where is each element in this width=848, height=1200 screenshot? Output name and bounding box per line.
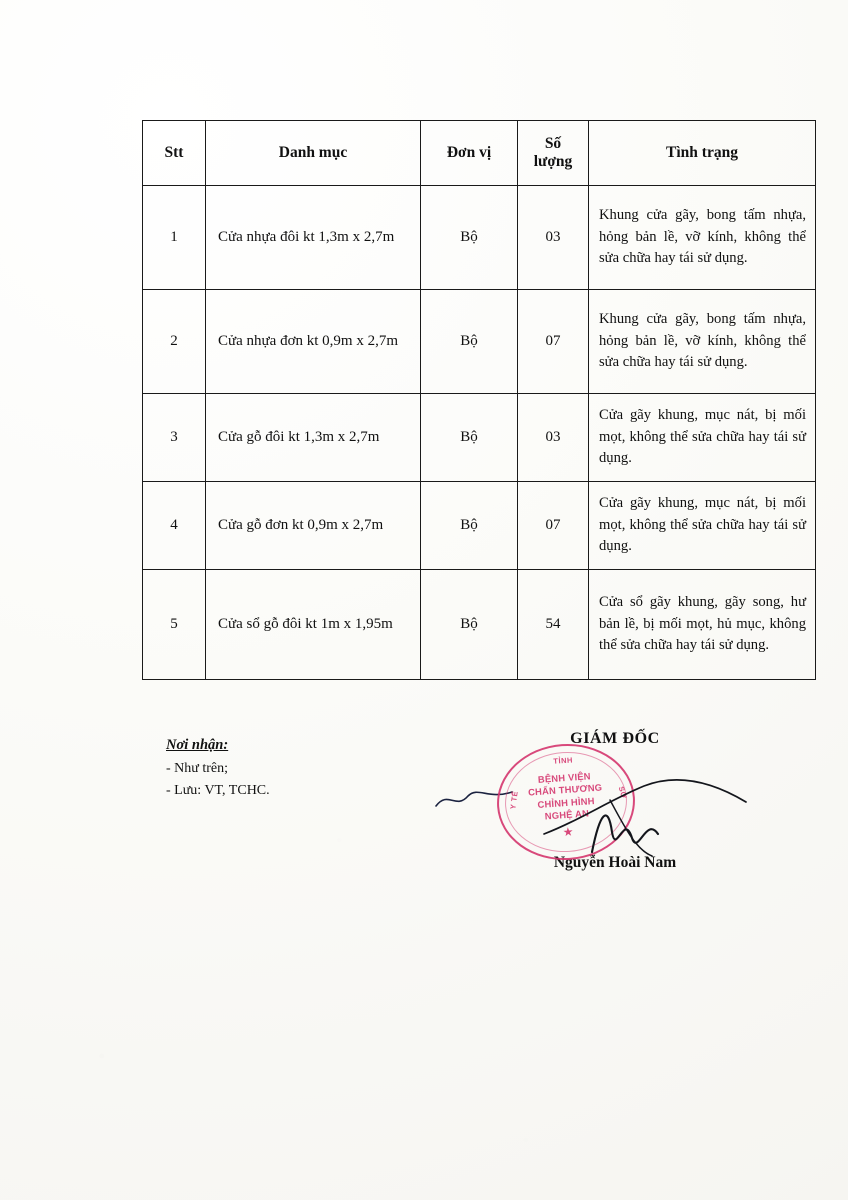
table-header-row <box>143 121 816 186</box>
stamp-line-1: BỆNH VIỆN <box>537 770 592 785</box>
cell-quantity: 03 <box>518 186 589 290</box>
cell-item: Cửa gỗ đôi kt 1,3m x 2,7m <box>206 394 421 482</box>
cell-status: Cửa sổ gãy khung, gãy song, hư bản lề, bị mối mọt, hủ mục, không thể sửa chữa hay tái sử dụng. <box>589 570 816 680</box>
stamp-line-3: CHỈNH HÌNH <box>537 794 595 810</box>
cell-stt: 3 <box>143 394 206 482</box>
table-row <box>143 186 816 290</box>
cell-quantity: 07 <box>518 290 589 394</box>
cell-status: Cửa gãy khung, mục nát, bị mối mọt, không thể sửa chữa hay tái sử dụng. <box>589 394 816 482</box>
cell-unit: Bộ <box>421 570 518 680</box>
stamp-arc-left: Y TẾ <box>508 790 520 810</box>
header-unit: Đơn vị <box>421 121 518 186</box>
header-quantity <box>518 121 589 186</box>
table-row <box>143 570 816 680</box>
recipient-line: - Lưu: VT, TCHC. <box>166 783 270 799</box>
stamp-text-block <box>497 767 634 826</box>
header-quantity-line1: Số <box>544 135 562 153</box>
stamp-line-2: CHẤN THƯƠNG <box>527 781 603 799</box>
signature-title: GIÁM ĐỐC <box>570 730 660 747</box>
stamp-arc-top: TỈNH <box>553 755 574 766</box>
cell-quantity: 03 <box>518 394 589 482</box>
header-quantity-line2: lượng <box>533 153 573 170</box>
table-row <box>143 290 816 394</box>
cell-item: Cửa nhựa đôi kt 1,3m x 2,7m <box>206 186 421 290</box>
stamp-star-icon: ★ <box>562 824 574 840</box>
cell-stt: 4 <box>143 482 206 570</box>
cell-item: Cửa nhựa đơn kt 0,9m x 2,7m <box>206 290 421 394</box>
cell-unit: Bộ <box>421 290 518 394</box>
signature-name: Nguyễn Hoài Nam <box>553 854 677 871</box>
document-footer <box>0 726 848 926</box>
cell-status: Khung cửa gãy, bong tấm nhựa, hỏng bản lề, vỡ kính, không thể sửa chữa hay tái sử dụng. <box>589 290 816 394</box>
table-row <box>143 394 816 482</box>
header-item: Danh mục <box>206 121 421 186</box>
cell-stt: 5 <box>143 570 206 680</box>
cell-item: Cửa sổ gỗ đôi kt 1m x 1,95m <box>206 570 421 680</box>
table-body <box>143 186 816 680</box>
cell-quantity: 54 <box>518 570 589 680</box>
cell-stt: 2 <box>143 290 206 394</box>
recipients-title: Nơi nhận: <box>166 737 229 753</box>
cell-quantity: 07 <box>518 482 589 570</box>
header-status: Tình trạng <box>589 121 816 186</box>
cell-unit: Bộ <box>421 394 518 482</box>
recipient-line: - Như trên; <box>166 761 229 777</box>
cell-status: Khung cửa gãy, bong tấm nhựa, hỏng bản lề, vỡ kính, không thể sửa chữa hay tái sử dụng. <box>589 186 816 290</box>
recipients-block <box>166 734 270 802</box>
cell-unit: Bộ <box>421 482 518 570</box>
cell-status: Cửa gãy khung, mục nát, bị mối mọt, không thể sửa chữa hay tái sử dụng. <box>589 482 816 570</box>
stamp-line-4: NGHỆ AN <box>544 807 590 822</box>
header-stt: Stt <box>143 121 206 186</box>
table-header <box>143 121 816 186</box>
cell-unit: Bộ <box>421 186 518 290</box>
cell-stt: 1 <box>143 186 206 290</box>
asset-liquidation-table <box>142 120 816 680</box>
stamp-arc-right: SỞ <box>616 785 629 800</box>
table-row <box>143 482 816 570</box>
cell-item: Cửa gỗ đơn kt 0,9m x 2,7m <box>206 482 421 570</box>
